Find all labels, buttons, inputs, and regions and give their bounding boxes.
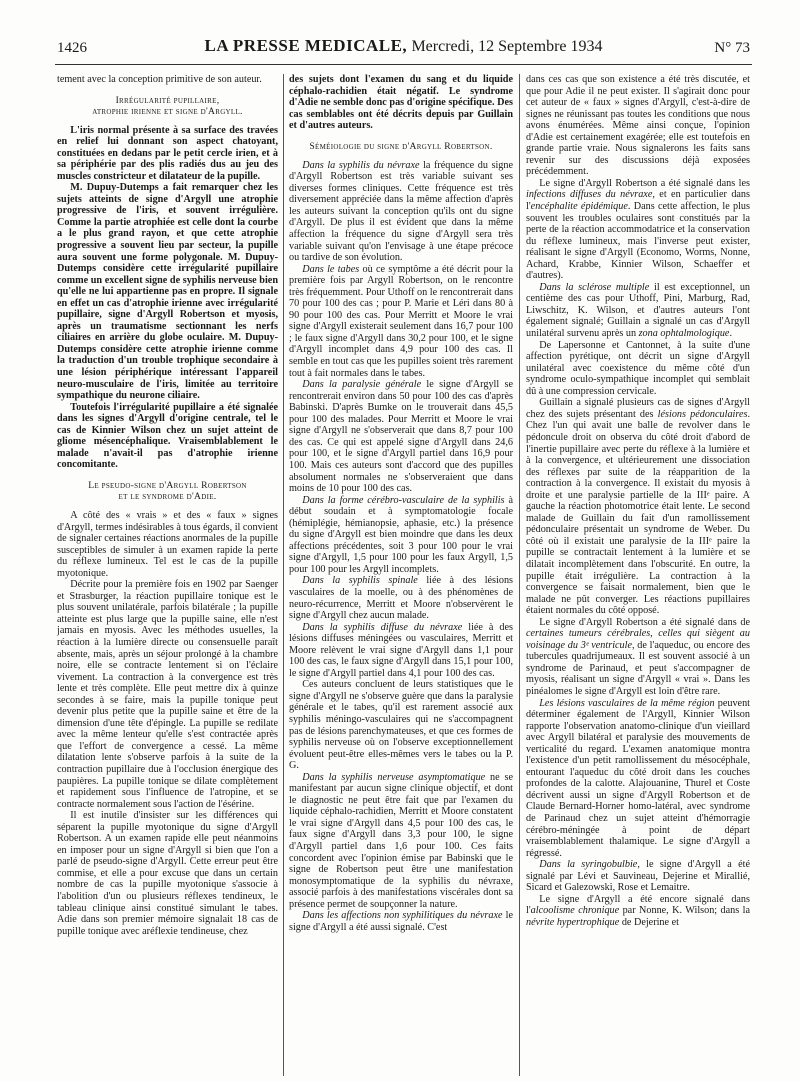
italic-run: Dans les affections non syphilitiques du névraxe xyxy=(302,910,503,922)
text-column-1 xyxy=(57,74,278,1078)
italic-run: Les lésions vasculaires de la même région xyxy=(539,697,715,709)
paragraph: Toutefois l'irrégularité pupillaire a été signalée dans les signes d'Argyll d'origine centrale, tel le cas de Kinnier Wilson chez un sujet atteint de gliome mésencéphalique. Vraisemblablement le malade n'avait-il pas d'atrophie irienne concomitante. xyxy=(57,401,278,471)
paragraph: Le signe d'Argyll Robertson a été signalé dans les infections diffuses du névraxe, et en particulier dans l'encéphalite épidémique. Dans cette affection, le plus souvent les troubles oculaires sont constitués par la perte de la réaction accommodatrice et la conservation du réflexe lumineux, mais l'inverse peut exister, réalisant le signe d'Argyll (Economo, Worms, Nonne, Achard, Krabbe, Kinnier Wilson, Schaeffer et d'autres). xyxy=(526,177,750,282)
italic-run: certaines tumeurs cérébrales, celles qui siègent au voisinage du 3ᵉ ventricule xyxy=(526,628,750,651)
italic-run: Dans la paralysie générale xyxy=(302,379,422,391)
paragraph: Dans le tabes où ce symptôme a été décrit pour la première fois par Argyll Robertson, on le rencontre très fréquemment. Pour Uthoff on le rencontrerait dans 70 pour 100 des cas ; pour P. Marie et Léri dans 80 à 90 pour 100 des cas. Pour Merritt et Moore le vrai signe d'Argyll existerait seulement dans 16,7 pour 100 ; le faux signe d'Argyll dans 30,2 pour 100, et le signe d'Argyll incomplet dans 4,9 pour 100 des cas. Il semble en tout cas que les pupilles soient très rarement tout à fait normales dans le tabes. xyxy=(289,263,513,379)
paragraph: Décrite pour la première fois en 1902 par Saenger et Strasburger, la réaction pupillaire tonique est le plus souvent unilatérale, parfois bilatérale ; la pupille atteinte est plus large que la pupille saine, elle n'est jamais en myosis. Avec les méthodes usuelles, la réaction à la lumière directe ou consensuelle paraît absente, mais, après un séjour prolongé à la chambre noire, elle se contracte lentement si on l'éclaire vivement. La contraction à la convergence est très lente et très complète. Elle peut mettre dix à quinze secondes à se faire, mais la pupille tonique peut devenir plus petite que la pupille saine et être de la dimension d'une tête d'épingle. La pupille se redilate avec la même lenteur qu'elle s'est contractée après que l'effort de convergence a cessé. La même dilatation lente s'observe parfois à la suite de la contraction pupillaire due à l'occlusion énergique des paupières. La pupille tonique se dilate complètement et rapidement sous l'influence de l'atropine, et se contracte normalement sous l'action de l'ésérine. xyxy=(57,579,278,810)
italic-run: zona ophtalmologique xyxy=(638,328,730,340)
italic-run: Dans la sclérose multiple xyxy=(539,281,650,293)
paragraph: Dans la syphilis du névraxe la fréquence du signe d'Argyll Robertson est très variable suivant ses diverses formes cliniques. Cette fréquence est très diversement appréciée dans la même affection d'après les auteurs suivant la conception qu'ils ont du signe d'Argyll. De plus il est évident que dans la même affection la fréquence du signe d'Argyll sera très variable suivant qu'on l'envisage à une étape précoce ou tardive de son évolution. xyxy=(289,159,513,264)
header-rule xyxy=(55,64,752,65)
journal-name: LA PRESSE MEDICALE, xyxy=(204,36,408,55)
paragraph: dans ces cas que son existence a été très discutée, et que pour Adie il ne peut exister. Il s'agirait donc pour cet auteur de « faux » signes d'Argyll, c'est-à-dire de signes ne réunissant pas toutes les conditions que nous avons énumérées. Même ainsi conçue, l'opinion d'Adie est certainement exagérée; elle est toutefois en grande partie vraie. Nous signalerons les faits sans revenir sur des discussions déjà exposées précédemment. xyxy=(526,74,750,178)
issue-date: Mercredi, 12 Septembre 1934 xyxy=(411,38,603,55)
italic-run: Dans la syringobulbie xyxy=(539,859,638,871)
paragraph: Ces auteurs concluent de leurs statistiques que le signe d'Argyll ne s'observe guère que dans la paralysie générale et le tabes, qu'il est rarement associé aux syphilis méningo-vasculaires qui ne s'accompagnent pas de lésions parenchymateuses, et que ces formes de syphilis nerveuse où on l'observe exceptionnellement évoluent peut-être elles-mêmes vers le tabes ou la P. G. xyxy=(289,679,513,772)
paragraph: Le signe d'Argyll a été encore signalé dans l'alcoolisme chronique par Nonne, K. Wilson; dans la névrite hypertrophique de Dejerine et xyxy=(526,893,750,928)
issue-number: N° 73 xyxy=(714,40,750,56)
paragraph: Dans la syphilis diffuse du névraxe liée à des lésions diffuses méningées ou vasculaires, Merritt et Moore relèvent le vrai signe d'Argyll dans 1,1 pour 100 des cas, le faux signe d'Argyll dans 15,1 pour 100, le signe d'Argyll partiel dans 4,1 pour 100 des cas. xyxy=(289,621,513,679)
paragraph: Il est inutile d'insister sur les différences qui séparent la pupille myotonique du signe d'Argyll Robertson. A un examen rapide elle peut néanmoins en imposer pour un signe d'Argyll si bien que l'on a parlé de pseudo-signe d'Argyll. Cette erreur peut être commise, et elle a pour excuse que dans un certain nombre de cas la pupille myotonique s'associe à l'abolition d'un ou plusieurs réflexes tendineux, le tableau clinique ainsi constitué simulant le tabes. Adie dans son premier mémoire signalait 18 cas de pupille tonique avec aréflexie tendineuse, chez xyxy=(57,810,278,937)
italic-run: lésions pédonculaires xyxy=(657,408,748,420)
paragraph: Dans la syphilis nerveuse asymptomatique ne se manifestant par aucun signe clinique objectif, et dont le diagnostic ne peut être fait que par l'examen du liquide céphalo-rachidien, Merritt et Moore constatent le vrai signe d'Argyll dans 4,5 pour 100 des cas, le faux signe d'Argyll dans 3,3 pour 100, le signe d'Argyll partiel dans 1,6 pour 100. Ces faits concordent avec l'opinion émise par Babinski que le signe de Robertson peut être une manifestation monosymptomatique de la syphilis du névraxe, associé parfois à des manifestations viscérales dont sa présence permet de soupçonner la nature. xyxy=(289,771,513,910)
paragraph: Dans la syphilis spinale liée à des lésions vasculaires de la moelle, ou à des phénomènes de neuro-récurrence, Merritt et Moore n'observèrent le signe d'Argyll chez aucun malade. xyxy=(289,575,513,622)
paragraph: Guillain a signalé plusieurs cas de signes d'Argyll chez des sujets présentant des lésions pédonculaires. Chez l'un qui avait une balle de revolver dans le pédoncule droit on observa du côté droit d'abord de l'inertie pupillaire avec perte du réflexe à la lumière et à la convergence, et ultérieurement une dissociation des réflexes par suite de la réapparition de la contraction à la convergence. Il existait du myosis à droite et une paralysie partielle de la IIIᵉ paire. A gauche la réaction photomotrice était lente. Le second malade de Guillain du fait d'un ramollissement pédonculaire présentait un syndrome de Weber. Du côté où il existait une paralysie de la IIIᵉ paire la pupille se contractait lentement à la lumière et se dilatait incomplètement dans l'obscurité. En outre, la pupille était irrégulière. La contraction à la convergence se faisait normalement, bien que le malade ne pût converger. Les réactions pupillaires étaient normales du côté opposé. xyxy=(526,397,750,617)
column-divider xyxy=(519,74,520,1076)
section-heading: Séméiologie du signe d'Argyll Robertson. xyxy=(309,140,493,152)
italic-run: encéphalite épidémique xyxy=(530,201,628,213)
page-header xyxy=(57,36,750,60)
paragraph: des sujets dont l'examen du sang et du liquide céphalo-rachidien était négatif. Le syndrome d'Adie ne semble donc pas d'origine spécifique. Des cas semblables ont été décrits depuis par Guillain et d'autres auteurs. xyxy=(289,74,513,132)
italic-run: Dans la forme cérébro-vasculaire de la syphilis xyxy=(302,494,505,506)
italic-run: Dans le tabes xyxy=(302,263,360,275)
italic-run: Dans la syphilis du névraxe xyxy=(302,159,420,171)
italic-run: infections diffuses du névraxe xyxy=(526,189,653,201)
italic-run: névrite hypertrophique xyxy=(526,916,620,928)
paragraph: L'iris normal présente à sa surface des travées en relief lui donnant son aspect chatoyant, constituées en dedans par le petit cercle irien, et à sa périphérie par des plis radiés dus au jeu des muscles constricteur et dilatateur de la pupille. xyxy=(57,124,278,182)
section-heading: Irrégularité pupillaire, atrophie irienne et signe d'Argyll. xyxy=(92,94,243,117)
text-column-2 xyxy=(289,74,513,1078)
text-column-3 xyxy=(526,74,750,1078)
paragraph: Dans les affections non syphilitiques du névraxe le signe d'Argyll a été aussi signalé. C'est xyxy=(289,910,513,933)
italic-run: alcoolisme chronique xyxy=(530,905,620,917)
paragraph: tement avec la conception primitive de son auteur. xyxy=(57,74,262,85)
italic-run: Dans la syphilis diffuse du névraxe xyxy=(302,621,463,633)
paragraph: Les lésions vasculaires de la même région peuvent déterminer également de l'Argyll, Kinnier Wilson rapporte l'observation anatomo-clinique d'un vieillard avec Argyll bilatéral et paralysie des mouvements de verticalité du regard. L'examen anatomique montra l'existence d'un petit ramollissement du mésocéphale, entourant l'aqueduc du côté droit dans les couches profondes de la calotte. Alajouanine, Thurel et Coste décrivent aussi un signe d'Argyll Robertson et de Claude Bernard-Horner homo-latéral, avec syndrome de Parinaud chez un sujet atteint d'hémorragie cérébro-méningée à point de départ vraisemblablement thalamique. Le signe d'Argyll a régressé. xyxy=(526,697,750,859)
section-heading: Le pseudo-signe d'Argyll Robertson et le syndrome d'Adie. xyxy=(88,479,247,502)
paragraph: Dans la paralysie générale le signe d'Argyll se rencontrerait environ dans 50 pour 100 des cas d'après Babinski. D'après Bumke on le trouverait dans 45,5 pour 100 des malades. Pour Merritt et Moore le vrai signe d'Argyll ne s'observerait que dans 8,7 pour 100 des cas. Ce qui est appelé signe d'Argyll dans 24,6 pour 100, et le signe d'Argyll partiel dans 16,9 pour 100. Mais ces auteurs sont d'accord que des pupilles absolument normales ne s'observeraient que dans moins de 10 pour 100 des cas. xyxy=(289,379,513,495)
italic-run: Dans la syphilis spinale xyxy=(302,575,418,587)
paragraph: De Lapersonne et Cantonnet, à la suite d'une affection pyrétique, ont décrit un signe d'Argyll unilatéral avec coexistence du même côté d'un syndrome oculo-sympathique incomplet qui semblait dû à une compression cervicale. xyxy=(526,339,750,397)
page-number: 1426 xyxy=(57,40,87,56)
paragraph: Dans la sclérose multiple il est exceptionnel, un centième des cas pour Uthoff, Pini, Marburg, Rad, Liwschitz, K. Wilson, et d'autres auteurs l'ont également signalé; Guillain a signalé un cas d'Argyll unilatéral survenu après un zona ophtalmologique. xyxy=(526,281,750,340)
paragraph: M. Dupuy-Dutemps a fait remarquer chez les sujets atteints de signe d'Argyll une atrophie progressive de l'iris, et souvent irrégulière. Comme la partie atrophiée est celle dont la courbe a le plus grand rayon, et que cette atrophie progressive a souvent lieu par secteur, la pupille aura souvent une forme polygonale. M. Dupuy-Dutemps considère cette irrégularité pupillaire comme un excellent signe de syphilis nerveuse bien qu'elle ne lui appartienne pas en propre. Il signale en effet un cas d'atrophie irienne avec irrégularité pupillaire, signe d'Argyll Robertson et myosis, après un traumatisme sectionnant les nerfs ciliaires en arrière du globe oculaire. M. Dupuy-Dutemps considère cette atrophie irienne comme la traduction d'un trouble trophique secondaire à une lésion périphérique intéressant l'appareil neuro-musculaire de l'iris, limitée au territoire sympathique du neurone ciliaire. xyxy=(57,182,278,402)
paragraph: Dans la forme cérébro-vasculaire de la syphilis à début soudain et à symptomatologie focale (hémiplégie, hémianopsie, aphasie, etc.) la présence du signe d'Argyll est bien moindre que dans les deux affections précédentes, soit 3 pour 100 pour le vrai signe d'Argyll, 1,5 pour 100 pour les faux Argyll, 1,5 pour 100 pour les Argyll incomplets. xyxy=(289,494,513,575)
column-divider xyxy=(283,74,284,1076)
paragraph: A côté des « vrais » et des « faux » signes d'Argyll, termes indésirables à tous égards, il convient de signaler certaines réactions anormales de la pupille susceptibles de simuler à un examen rapide la perte du réflexe lumineux. Tel est le cas de la pupille myotonique. xyxy=(57,509,278,579)
masthead xyxy=(57,36,750,56)
paragraph: Le signe d'Argyll Robertson a été signalé dans de certaines tumeurs cérébrales, celles qui siègent au voisinage du 3ᵉ ventricule, de l'aqueduc, ou encore des tubercules quadrijumeaux. Il est souvent associé à un syndrome de Parinaud, et peut s'accompagner de myosis, réalisant un signe d'Argyll « vrai ». Dans les pinéalomes le signe d'Argyll est loin d'être rare. xyxy=(526,616,750,697)
paragraph: Dans la syringobulbie, le signe d'Argyll a été signalé par Lévi et Sauvineau, Dejerine et Mirallié, Sicard et Galezowski, Rose et Lemaitre. xyxy=(526,859,750,894)
italic-run: Dans la syphilis nerveuse asymptomatique xyxy=(302,771,486,783)
